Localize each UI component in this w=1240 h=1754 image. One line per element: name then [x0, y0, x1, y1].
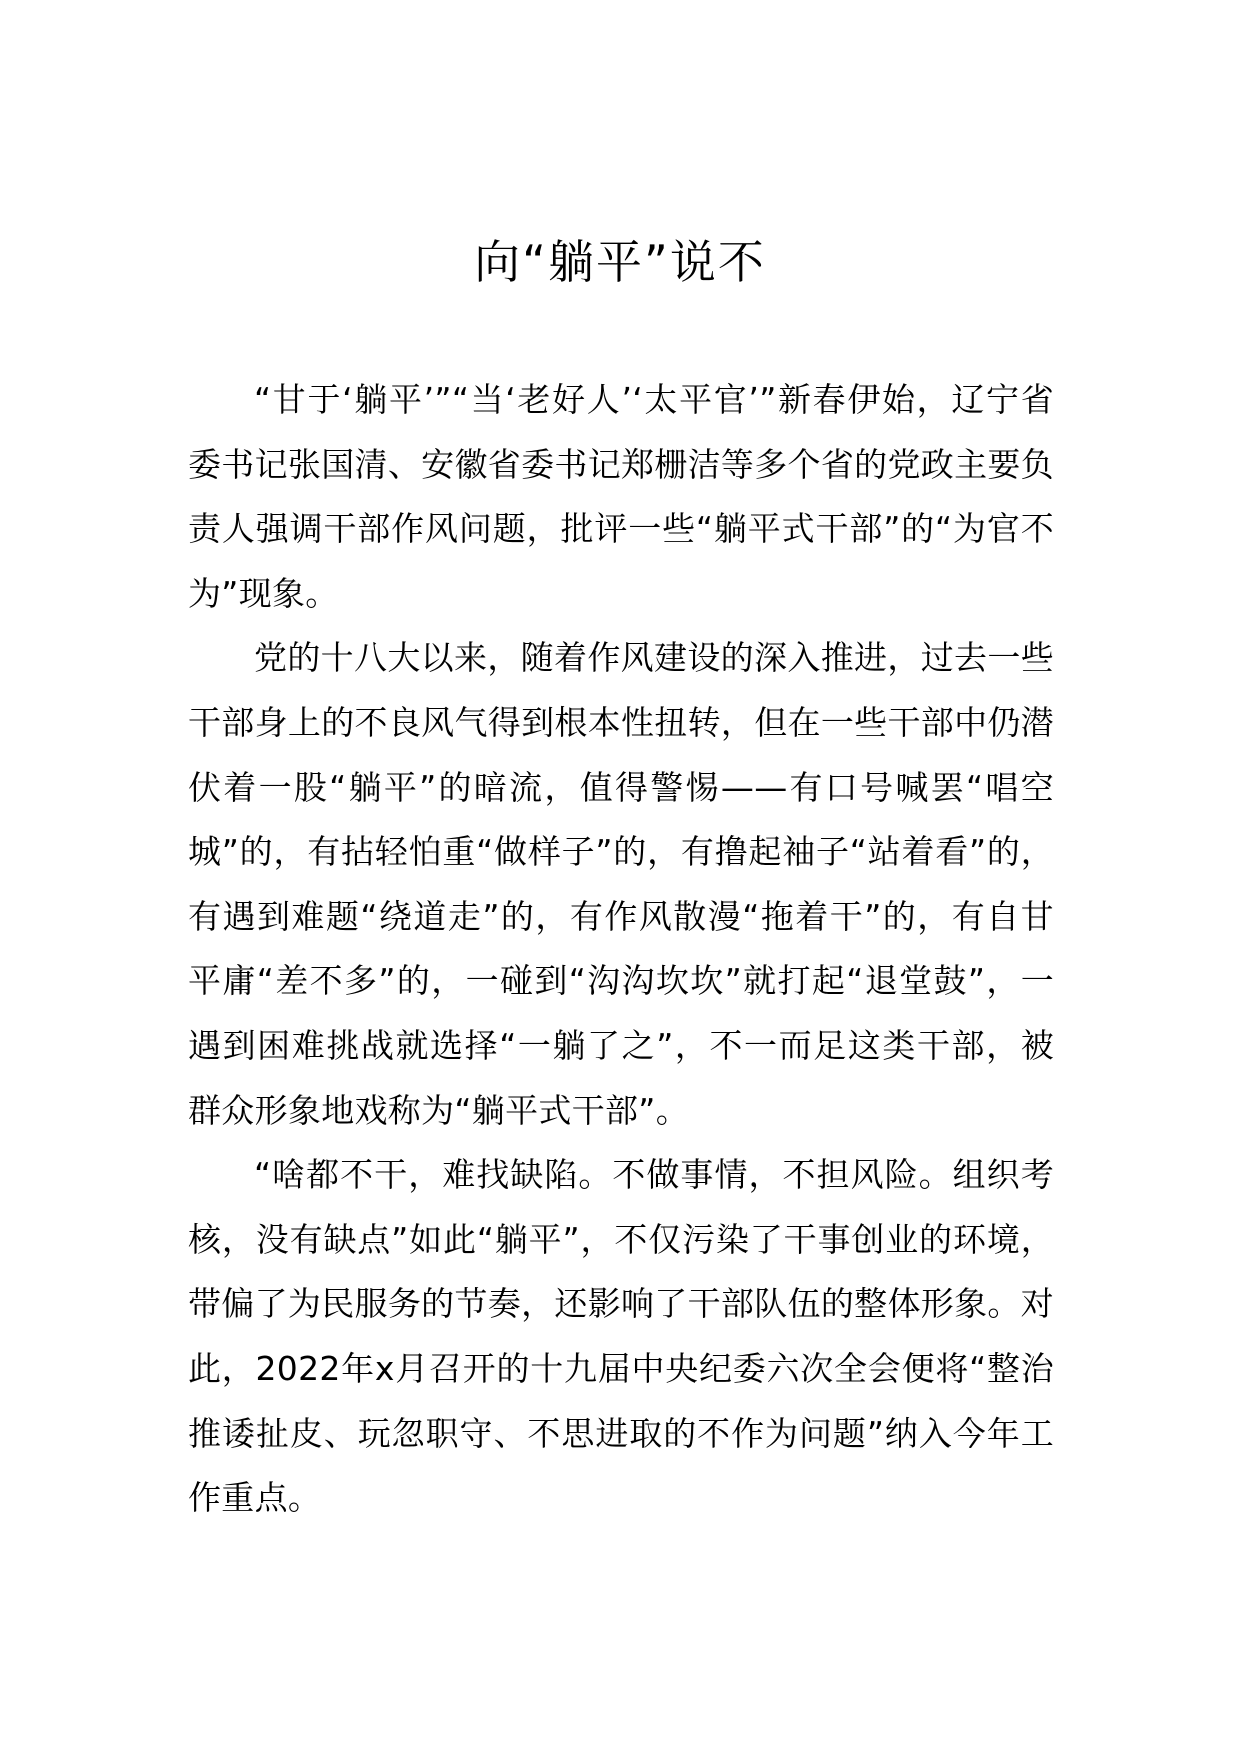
- paragraph-3: “啥都不干，难找缺陷。不做事情，不担风险。组织考核，没有缺点”如此“躺平”，不仅污染了干事创业的环境，带偏了为民服务的节奏，还影响了干部队伍的整体形象。对此，2022年x月召开的十九届中央纪委六次全会便将“整治推诿扯皮、玩忽职守、不思进取的不作为问题”纳入今年工作重点。: [188, 1155, 1054, 1518]
- document-title: 向“躺平”说不: [474, 235, 766, 289]
- paragraph-2: 党的十八大以来，随着作风建设的深入推进，过去一些干部身上的不良风气得到根本性扭转，但在一些干部中仍潜伏着一股“躺平”的暗流，值得警惕——有口号喊罢“唱空城”的，有拈轻怕重“做样子”的，有撸起袖子“站着看”的，有遇到难题“绕道走”的，有作风散漫“拖着干”的，有自甘平庸“差不多”的，一碰到“沟沟坎坎”就打起“退堂鼓”，一遇到困难挑战就选择“一躺了之”，不一而足这类干部，被群众形象地戏称为“躺平式干部”。: [188, 638, 1054, 1130]
- document-body: [188, 368, 1054, 1531]
- paragraph-1: “甘于‘躺平’”“当‘老好人’‘太平官’”新春伊始，辽宁省委书记张国清、安徽省委书记郑栅洁等多个省的党政主要负责人强调干部作风问题，批评一些“躺平式干部”的“为官不为”现象。: [188, 380, 1054, 613]
